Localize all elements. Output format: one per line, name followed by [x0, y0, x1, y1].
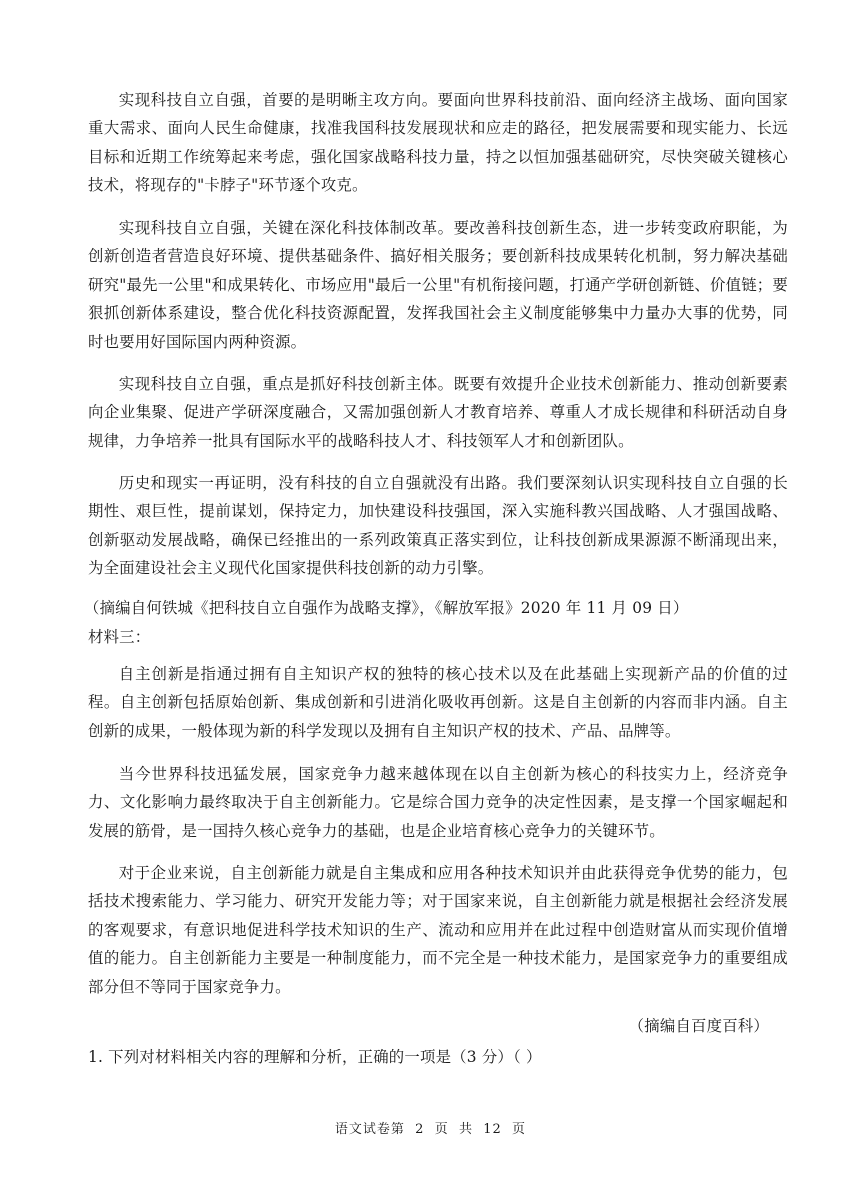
question-1: 1. 下列对材料相关内容的理解和分析，正确的一项是（3 分）（ ）: [88, 1048, 542, 1066]
material2-source: （摘编自何铁城《把科技自立自强作为战略支撑》，《解放军报》2020 年 11 月 09 日）: [84, 599, 689, 617]
material2-paragraph-1: 实现科技自立自强，首要的是明晰主攻方向。要面向世界科技前沿、面向经济主战场、面向国家重大需求、面向人民生命健康，找准我国科技发展现状和应走的路径，把发展需要和现实能力、长远目标和近期工作统筹起来考虑，强化国家战略科技力量，持之以恒加强基础研究，尽快突破关键核心技术，将现存的"卡脖子"环节逐个攻克。: [88, 91, 788, 195]
material3-paragraph-1: 自主创新是指通过拥有自主知识产权的独特的核心技术以及在此基础上实现新产品的价值的过程。自主创新包括原始创新、集成创新和引进消化吸收再创新。这是自主创新的内容而非内涵。自主创新的成果，一般体现为新的科学发现以及拥有自主知识产权的技术、产品、品牌等。: [88, 665, 788, 740]
page-footer: 语文试卷第 2 页 共 12 页: [334, 1122, 527, 1137]
material2-paragraph-3: 实现科技自立自强，重点是抓好科技创新主体。既要有效提升企业技术创新能力、推动创新要素向企业集聚、促进产学研深度融合，又需加强创新人才教育培养、尊重人才成长规律和科研活动自身规律，力争培养一批具有国际水平的战略科技人才、科技领军人才和创新团队。: [88, 375, 788, 450]
material3-source: （摘编自百度百科）: [628, 1017, 769, 1035]
material2-paragraph-4: 历史和现实一再证明，没有科技的自立自强就没有出路。我们要深刻认识实现科技自立自强的长期性、艰巨性，提前谋划，保持定力，加快建设科技强国，深入实施科教兴国战略、人才强国战略、创新驱动发展战略，确保已经推出的一系列政策真正落实到位，让科技创新成果源源不断涌现出来，为全面建设社会主义现代化国家提供科技创新的动力引擎。: [88, 474, 788, 578]
material3-paragraph-3: 对于企业来说，自主创新能力就是自主集成和应用各种技术知识并由此获得竞争优势的能力，包括技术搜索能力、学习能力、研究开发能力等；对于国家来说，自主创新能力就是根据社会经济发展的客观要求，有意识地促进科学技术知识的生产、流动和应用并在此过程中创造财富从而实现价值增值的能力。自主创新能力主要是一种制度能力，而不完全是一种技术能力，是国家竞争力的重要组成部分但不等同于国家竞争力。: [88, 864, 788, 996]
material2-paragraph-2: 实现科技自立自强，关键在深化科技体制改革。要改善科技创新生态，进一步转变政府职能，为创新创造者营造良好环境、提供基础条件、搞好相关服务；要创新科技成果转化机制，努力解决基础研究"最先一公里"和成果转化、市场应用"最后一公里"有机衔接问题，打通产学研创新链、价值链；要狠抓创新体系建设，整合优化科技资源配置，发挥我国社会主义制度能够集中力量办大事的优势，同时也要用好国际国内两种资源。: [88, 219, 788, 351]
material3-paragraph-2: 当今世界科技迅猛发展，国家竞争力越来越体现在以自主创新为核心的科技实力上，经济竞争力、文化影响力最终取决于自主创新能力。它是综合国力竞争的决定性因素，是支撑一个国家崛起和发展的筋骨，是一国持久核心竞争力的基础，也是企业培育核心竞争力的关键环节。: [88, 765, 788, 840]
material3-heading: 材料三：: [88, 628, 151, 646]
